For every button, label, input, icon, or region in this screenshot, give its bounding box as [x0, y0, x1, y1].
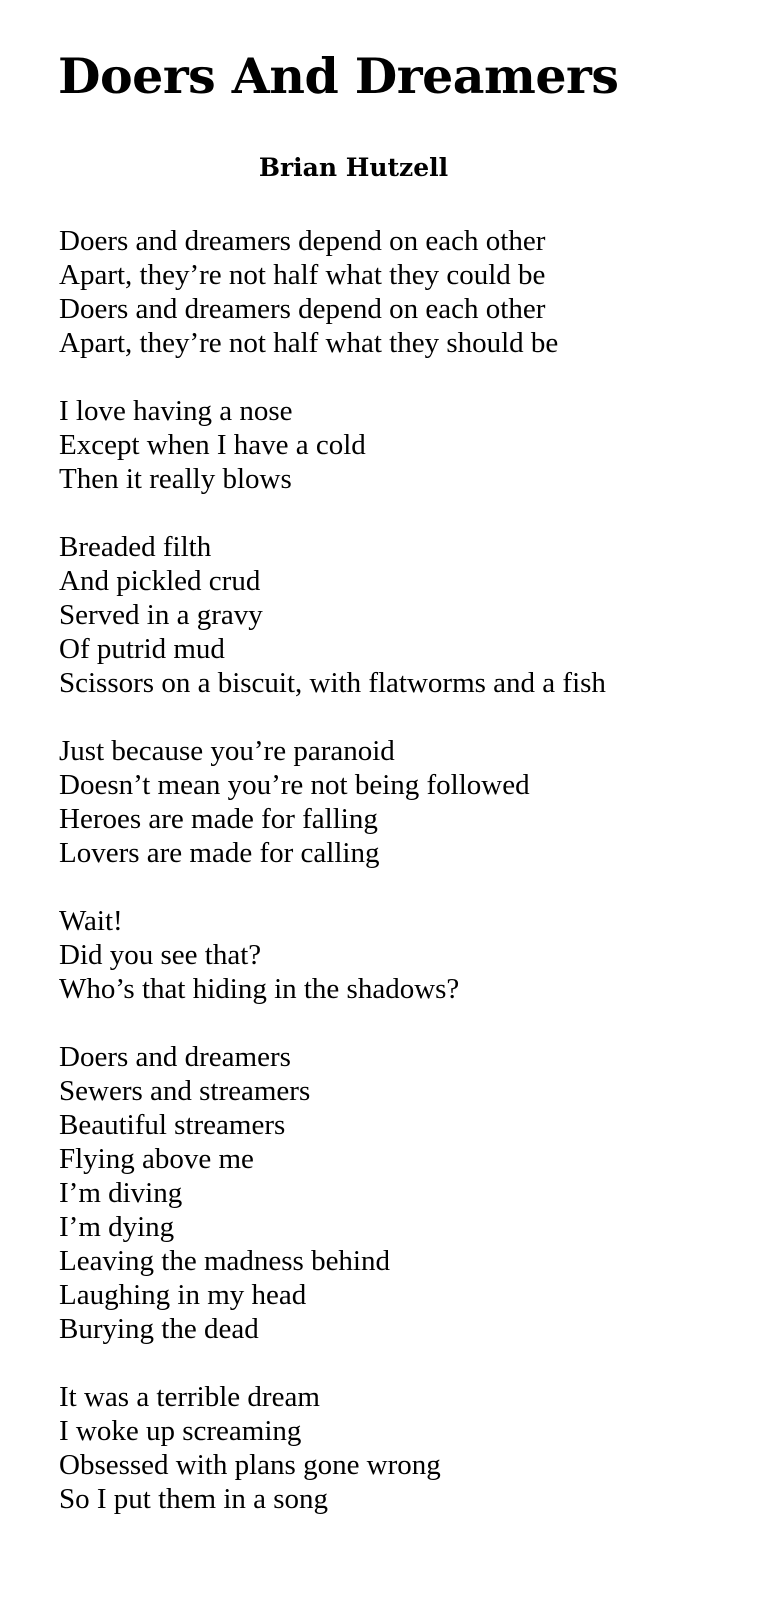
poem-stanza [59, 904, 749, 1006]
poem-line: Beautiful streamers [59, 1109, 286, 1141]
poem-line: Doers and dreamers [59, 1041, 291, 1073]
poem-line: Burying the dead [59, 1313, 259, 1345]
poem-line: Of putrid mud [59, 633, 225, 665]
poem-line: Who’s that hiding in the shadows? [59, 973, 460, 1005]
poem-line: It was a terrible dream [59, 1381, 320, 1413]
poem-line: So I put them in a song [59, 1483, 329, 1515]
poem-line: Heroes are made for falling [59, 803, 378, 835]
poem-stanza [59, 394, 749, 496]
poem-line: I woke up screaming [59, 1415, 302, 1447]
poem-stanza [59, 530, 749, 700]
poem-stanza [59, 734, 749, 870]
poem-line: Then it really blows [59, 463, 292, 495]
poem-line: Breaded filth [59, 531, 212, 563]
poem-line: Apart, they’re not half what they should be [59, 327, 559, 359]
poem-line: Obsessed with plans gone wrong [59, 1449, 441, 1481]
poem-stanza [59, 1380, 749, 1516]
poem-line: Apart, they’re not half what they could be [59, 259, 546, 291]
poem-line: I love having a nose [59, 395, 293, 427]
poem-author: Brian Hutzell [258, 153, 449, 182]
poem-stanza [59, 224, 749, 360]
poem-line: I’m diving [59, 1177, 183, 1209]
poem-line: Sewers and streamers [59, 1075, 311, 1107]
poem-line: Leaving the madness behind [59, 1245, 390, 1277]
poem-line: Wait! [59, 905, 123, 937]
poem-line: Flying above me [59, 1143, 254, 1175]
poem-line: Just because you’re paranoid [59, 735, 395, 767]
poem-line: And pickled crud [59, 565, 261, 597]
poem-line: Lovers are made for calling [59, 837, 380, 869]
poem-line: Scissors on a biscuit, with flatworms and a fish [59, 667, 606, 699]
poem-line: Laughing in my head [59, 1279, 307, 1311]
poem-line: Doers and dreamers depend on each other [59, 225, 546, 257]
poem-stanza [59, 1040, 749, 1346]
poem-body [59, 224, 749, 1550]
poem-line: Except when I have a cold [59, 429, 366, 461]
poem-line: I’m dying [59, 1211, 175, 1243]
poem-line: Doers and dreamers depend on each other [59, 293, 546, 325]
poem-line: Served in a gravy [59, 599, 263, 631]
poem-title: Doers And Dreamers [58, 47, 619, 105]
poem-line: Doesn’t mean you’re not being followed [59, 769, 530, 801]
poem-line: Did you see that? [59, 939, 262, 971]
